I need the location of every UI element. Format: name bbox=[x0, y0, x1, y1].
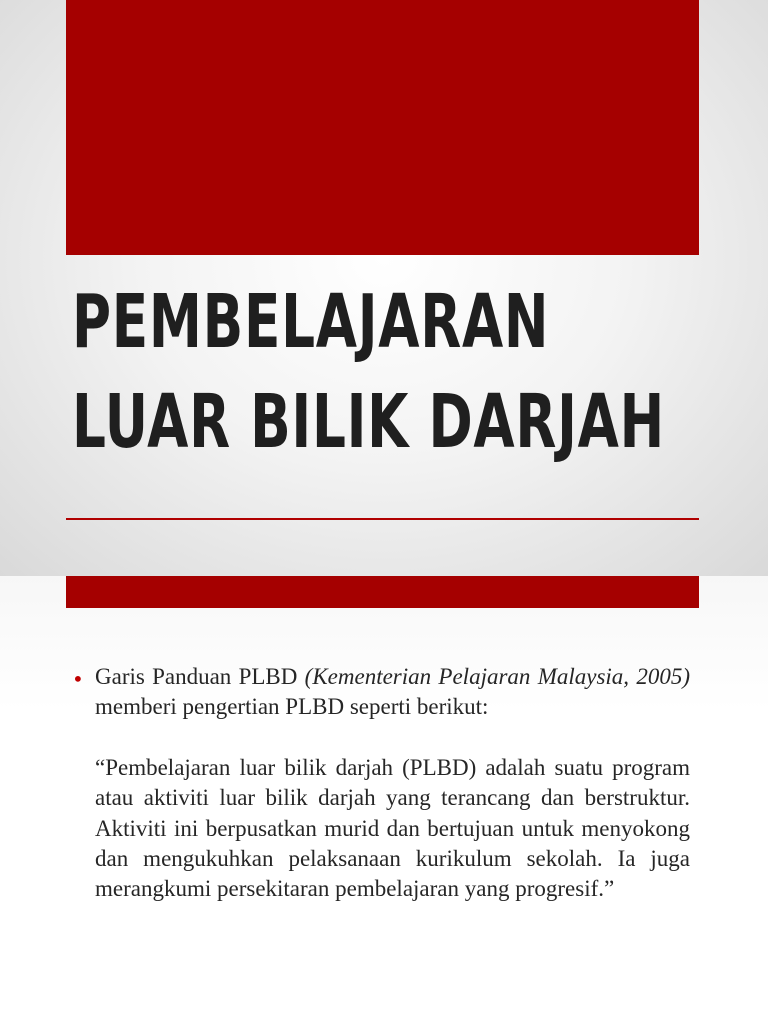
title-divider bbox=[66, 518, 699, 520]
intro-text-2: memberi pengertian PLBD seperti berikut: bbox=[95, 694, 489, 720]
title-line-1: PEMBELAJARAN bbox=[72, 279, 550, 365]
intro-text-1: Garis Panduan PLBD bbox=[95, 664, 305, 689]
body-content bbox=[95, 662, 690, 905]
red-header-block bbox=[66, 0, 699, 255]
intro-paragraph bbox=[95, 662, 690, 723]
intro-citation: (Kementerian Pelajaran Malaysia, 2005) bbox=[304, 664, 690, 689]
title-line-2: LUAR BILIK DARJAH bbox=[72, 379, 665, 465]
slide-title bbox=[72, 272, 665, 472]
red-content-bar bbox=[66, 576, 699, 608]
bullet-icon: • bbox=[72, 667, 84, 691]
definition-quote: “Pembelajaran luar bilik darjah (PLBD) adalah suatu program atau aktiviti luar bilik darjah yang terancang dan berstruktur. Aktiviti ini berpusatkan murid dan bertujuan untuk menyokong dan mengukuhkan pelaksanaan kurikulum sekolah. Ia juga merangkumi persekitaran pembelajaran yang progresif.” bbox=[95, 754, 690, 902]
paragraph-gap bbox=[95, 723, 690, 753]
